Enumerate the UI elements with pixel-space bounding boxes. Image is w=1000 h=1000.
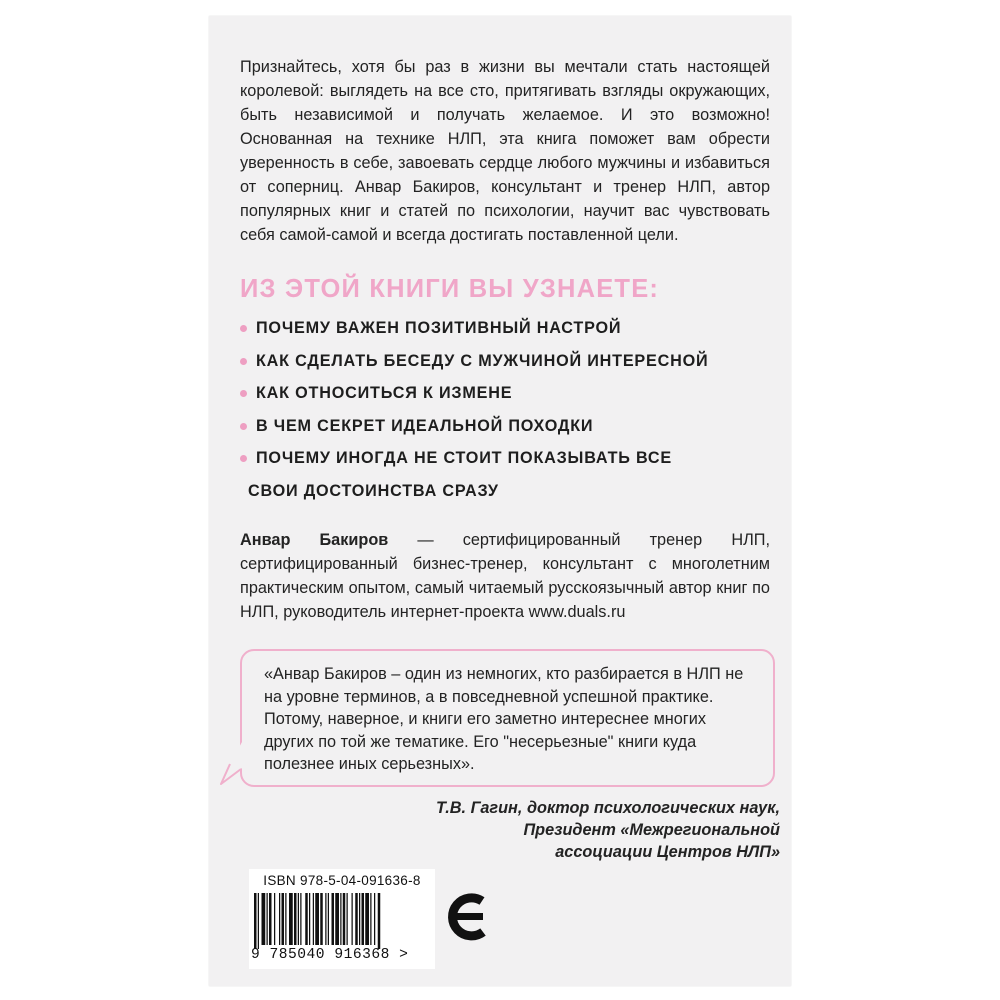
list-item-label: КАК СДЕЛАТЬ БЕСЕДУ С МУЖЧИНОЙ ИНТЕРЕСНОЙ: [256, 351, 709, 370]
eksmo-logo-icon: [442, 886, 492, 952]
author-bio-text: — сертифицированный тренер НЛП, сертифицированный бизнес-тренер, консультант с многолетним практическим опытом, самый читаемый русскоязычный автор книг по НЛП, руководитель интернет-проекта www.duals.ru: [240, 531, 770, 621]
intro-paragraph: Признайтесь, хотя бы раз в жизни вы мечтали стать настоящей королевой: выглядеть на все сто, притягивать взгляды окружающих, быть независимой и получать желаемое. И это возможно! Основанная на технике НЛП, эта книга поможет вам обрести уверенность в себе, завоевать сердце любого мужчины и избавиться от соперниц. Анвар Бакиров, консультант и тренер НЛП, автор популярных книг и статей по психологии, научит вас чувствовать себя самой-самой и всегда достигать поставленной цели.: [240, 58, 770, 244]
list-item-label: В ЧЕМ СЕКРЕТ ИДЕАЛЬНОЙ ПОХОДКИ: [256, 416, 594, 435]
quote-signature: [260, 797, 780, 863]
author-bio: [240, 528, 770, 624]
barcode-panel: [249, 869, 435, 969]
list-item-label: ПОЧЕМУ ВАЖЕН ПОЗИТИВНЫЙ НАСТРОЙ: [256, 319, 622, 337]
bullet-dot-icon: [240, 358, 247, 365]
section-heading: ИЗ ЭТОЙ КНИГИ ВЫ УЗНАЕТЕ:: [240, 275, 660, 303]
list-item-label: КАК ОТНОСИТЬСЯ К ИЗМЕНЕ: [256, 384, 513, 402]
speech-bubble-tail-icon: [218, 742, 246, 786]
bullet-dot-icon: [240, 390, 247, 397]
bullet-list: [240, 312, 780, 507]
author-name: Анвар Бакиров: [240, 531, 389, 549]
bullet-dot-icon: [240, 423, 247, 430]
list-item-label: СВОИ ДОСТОИНСТВА СРАЗУ: [248, 481, 499, 500]
isbn-label: ISBN 978-5-04-091636-8: [263, 873, 421, 888]
barcode-icon: [252, 893, 432, 949]
list-item: [240, 442, 780, 475]
bullet-dot-icon: [240, 325, 247, 332]
list-item-label: ПОЧЕМУ ИНОГДА НЕ СТОИТ ПОКАЗЫВАТЬ ВСЕ: [256, 449, 672, 467]
signature-line: Президент «Межрегиональной: [523, 821, 780, 839]
signature-line: Т.В. Гагин, доктор психологических наук,: [435, 799, 780, 817]
signature-line: ассоциации Центров НЛП»: [555, 843, 780, 861]
list-item: [240, 345, 780, 378]
barcode-digits: 9 785040 916368 >: [251, 947, 409, 963]
list-item: [240, 312, 780, 345]
quote-text: «Анвар Бакиров – один из немногих, кто разбирается в НЛП не на уровне терминов, а в повседневной успешной практике. Потому, наверное, и книги его заметно интереснее многих других по той же тематике. Его "несерьезные" книги куда полезнее иных серьезных».: [264, 665, 744, 773]
list-item: [240, 410, 780, 443]
list-item-continuation: [240, 475, 780, 508]
list-item: [240, 377, 780, 410]
bullet-dot-icon: [240, 455, 247, 462]
